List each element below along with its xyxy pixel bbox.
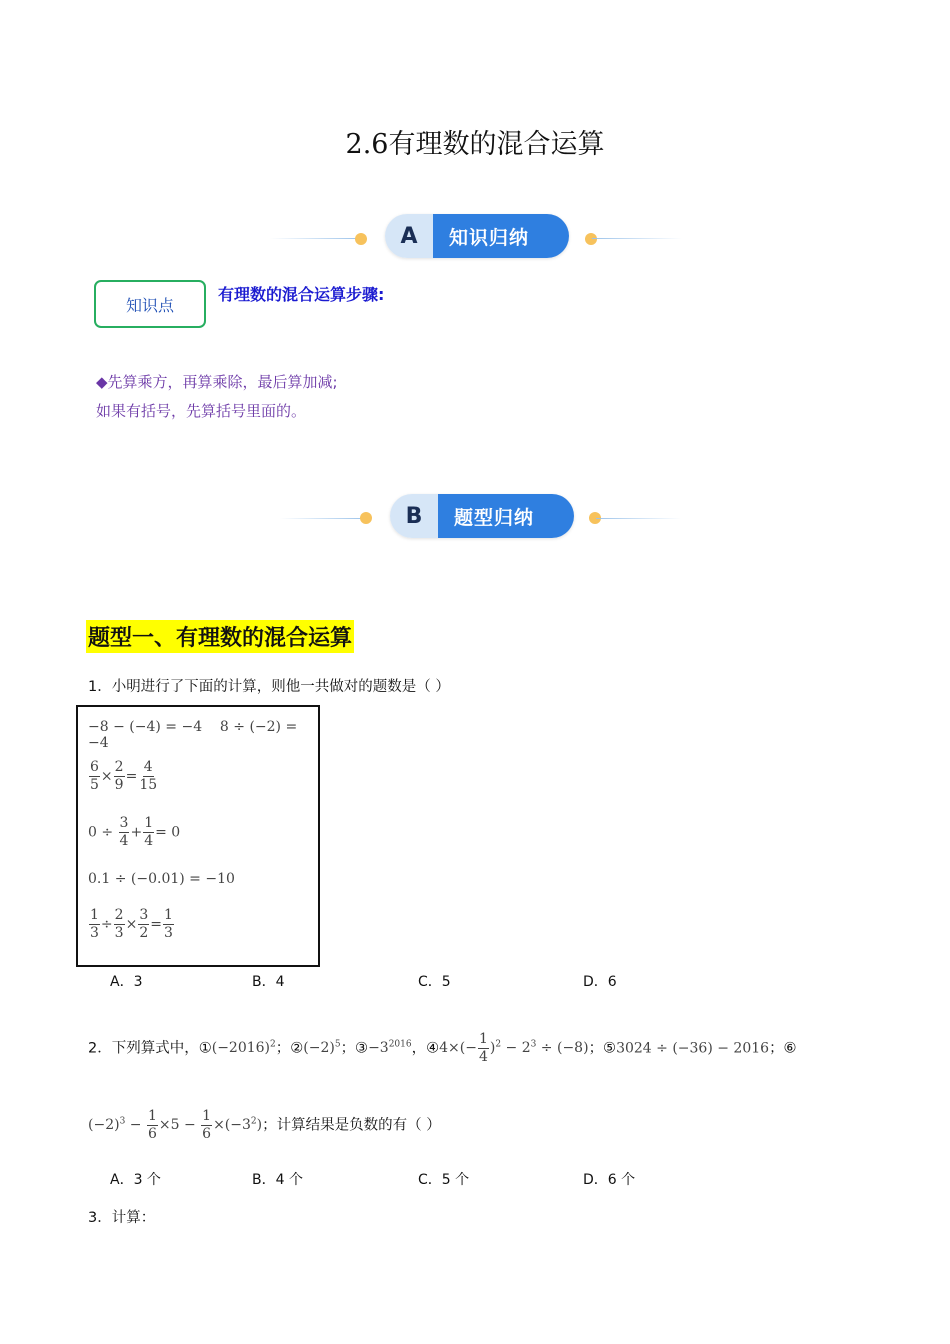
question-3-stem: 3．计算： (88, 1210, 156, 1226)
q2-stem-start: 2．下列算式中，① (88, 1040, 212, 1057)
divider-line (596, 518, 681, 519)
q1-option-d: D．6 (583, 974, 617, 990)
divider-line (592, 238, 682, 239)
calculation-box (76, 705, 320, 967)
section-a-letter: A (385, 214, 433, 258)
type-heading: 题型一、有理数的混合运算 (86, 620, 354, 653)
question-2-stem: 2．下列算式中，$①(-2016)^2$；$②(-2)^5$；$③-3^{2016}$，④4×(− $\frac{1}{4}$ )$^2 - 2^3 \div (-8)$；⑤3024 ÷ (−36) − 2016；⑥ (88, 1031, 797, 1065)
q1-option-c: C．5 (418, 974, 451, 990)
knowledge-heading: 有理数的混合运算步骤: (218, 285, 385, 304)
calc-line-5: $\frac{1}{3}$ ÷ $\frac{2}{3}$ × $\frac{3}{2}$ = $\frac{1}{3}$ (90, 907, 173, 941)
calc-line-4: 0.1 ÷ (−0.01) = −10 (88, 871, 235, 887)
q2-expr-3: $-3^{2016}$ (368, 1039, 412, 1057)
calc-line-2: $\frac{6}{5}$ × $\frac{2}{9}$ = $\frac{4}{15}$ (90, 759, 158, 793)
q1-option-b: B．4 (252, 974, 285, 990)
section-b-label: 题型归纳 (438, 494, 574, 538)
q2-expr-5: 3024 ÷ (−36) − 2016 (616, 1040, 770, 1057)
q2-expr-6: $(-2)^3$ − $\frac{1}{6}$ ×5 − $\frac{1}{6}$ $\times(-3^2)$ (88, 1108, 263, 1142)
question-2-stem-cont (88, 1108, 441, 1143)
calc-line-1: −8 − (−4) = −4 8 ÷ (−2) = −4 (88, 719, 298, 751)
knowledge-point-box: 知识点 (94, 280, 206, 328)
q2-option-b: B．4 个 (252, 1172, 303, 1188)
decor-dot (585, 233, 597, 245)
page-title: 2.6有理数的混合运算 (345, 129, 605, 160)
q2-option-a: A．3 个 (110, 1172, 161, 1188)
q2-option-d: D．6 个 (583, 1172, 636, 1188)
q2-expr-2: $(-2)^5$ (303, 1039, 341, 1057)
decor-dot (355, 233, 367, 245)
q2-expr-4: 4×(− $\frac{1}{4}$ )$^2 - 2^3 \div (-8)$ (439, 1031, 589, 1065)
decor-dot (360, 512, 372, 524)
knowledge-line-1: ◆先算乘方，再算乘除，最后算加减; (96, 373, 338, 391)
question-1-stem: 1．小明进行了下面的计算，则他一共做对的题数是（ ） (88, 679, 450, 695)
q2-option-c: C．5 个 (418, 1172, 470, 1188)
section-a-badge (385, 214, 569, 258)
divider-line (280, 518, 365, 519)
q1-option-a: A．3 (110, 974, 143, 990)
section-a-label: 知识归纳 (433, 214, 569, 258)
q2-stem-end: ；计算结果是负数的有（ ） (262, 1117, 441, 1134)
q2-expr-1: $(-2016)^2$ (211, 1039, 276, 1057)
divider-line (270, 238, 360, 239)
section-b-badge (390, 494, 574, 538)
section-b-letter: B (390, 494, 438, 538)
knowledge-line-2: 如果有括号，先算括号里面的。 (96, 402, 307, 420)
calc-line-3: 0 ÷ $\frac{3}{4}$ + $\frac{1}{4}$ = 0 (88, 815, 181, 849)
